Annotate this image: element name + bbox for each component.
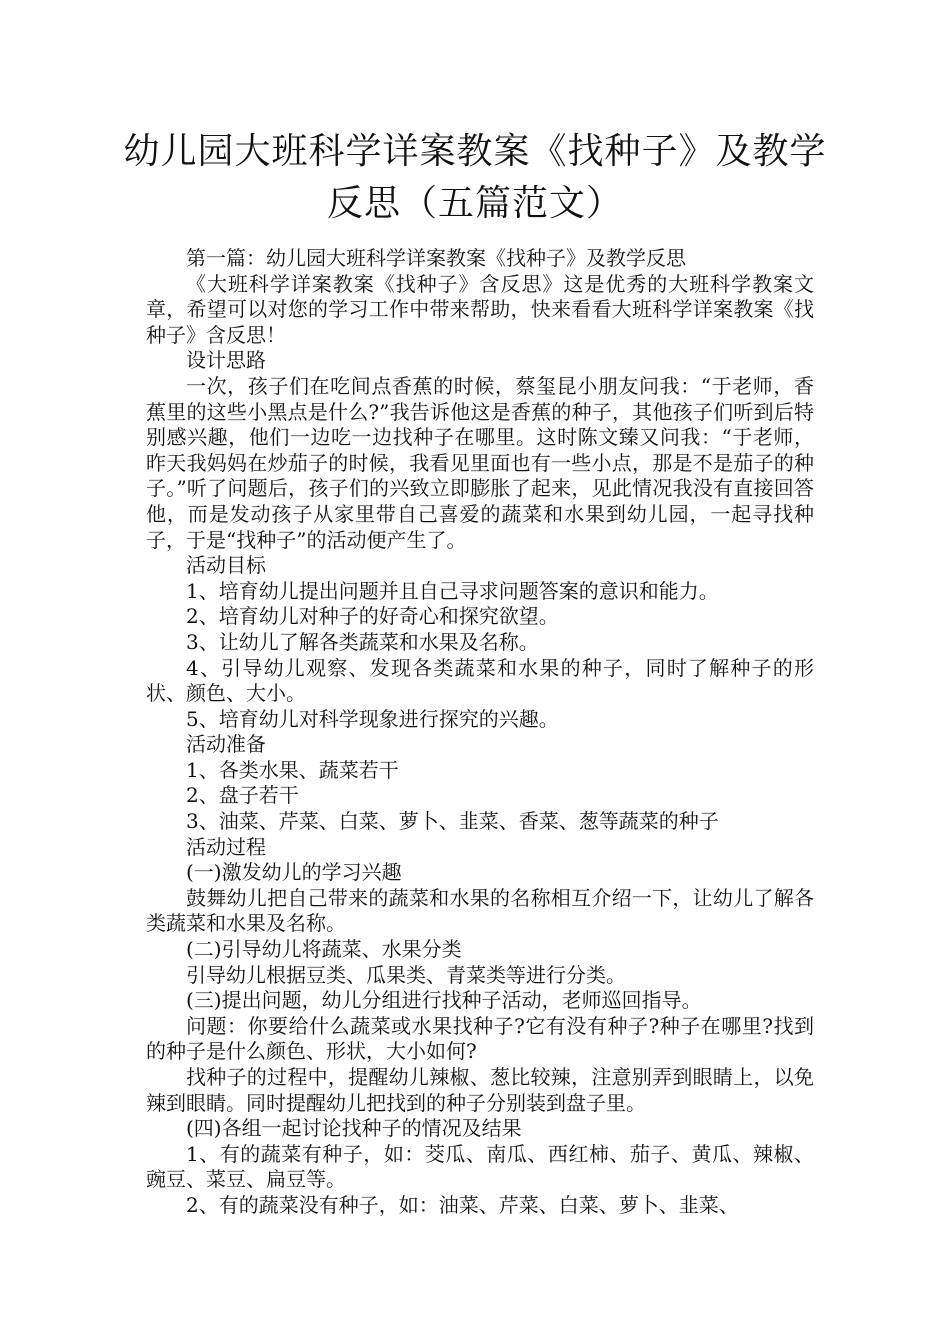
list-item: 2、有的蔬菜没有种子，如：油菜、芹菜、白菜、萝卜、韭菜、 [186, 1192, 739, 1217]
step-heading: (三)提出问题，幼儿分组进行找种子活动，老师巡回指导。 [186, 988, 702, 1013]
step-heading: (一)激发幼儿的学习兴趣 [186, 860, 402, 885]
document-body [146, 246, 814, 1219]
paragraph: 问题：你要给什么蔬菜或水果找种子?它有没有种子?种子在哪里?找到的种子是什么颜色、形状，大小如何? [146, 1013, 814, 1064]
section-heading: 活动准备 [186, 732, 266, 757]
paragraph: 找种子的过程中，提醒幼儿辣椒、葱比较辣，注意别弄到眼睛上，以免辣到眼睛。同时提醒幼儿把找到的种子分别装到盘子里。 [146, 1065, 814, 1115]
paragraph: 引导幼儿根据豆类、瓜果类、青菜类等进行分类。 [186, 962, 626, 987]
list-item: 5、培育幼儿对科学现象进行探究的兴趣。 [186, 706, 559, 731]
section-heading: 设计思路 [186, 348, 266, 373]
list-item: 3、让幼儿了解各类蔬菜和水果及名称。 [186, 629, 539, 654]
document-title: 幼儿园大班科学详案教案《找种子》及教学反思（五篇范文） [123, 131, 827, 224]
list-item: 4、引导幼儿观察、发现各类蔬菜和水果的种子，同时了解种子的形状、颜色、大小。 [146, 655, 814, 706]
paragraph: 一次，孩子们在吃间点香蕉的时候，蔡玺昆小朋友问我：“于老师，香蕉里的这些小黑点是什么?”我告诉他这是香蕉的种子，其他孩子们听到后特别感兴趣，他们一边吃一边找种子在哪里。这时陈文臻又问我：“于老师，昨天我妈妈在炒茄子的时候，我看见里面也有一些小点，那是不是茄子的种子。”听了问题后，孩子们的兴致立即膨胀了起来，见此情况我没有直接回答他，而是发动孩子从家里带自己喜爱的蔬菜和水果到幼儿园，一起寻找种子，于是“找种子”的活动便产生了。 [146, 373, 814, 552]
step-heading: (四)各组一起讨论找种子的情况及结果 [186, 1116, 522, 1141]
list-item: 2、培育幼儿对种子的好奇心和探究欲望。 [186, 604, 559, 629]
section-heading: 活动目标 [186, 553, 266, 578]
paragraph: 《大班科学详案教案《找种子》含反思》这是优秀的大班科学教案文章，希望可以对您的学习工作中带来帮助，快来看看大班科学详案教案《找种子》含反思！ [146, 271, 814, 347]
section-heading: 活动过程 [186, 834, 266, 859]
paragraph: 鼓舞幼儿把自己带来的蔬菜和水果的名称相互介绍一下，让幼儿了解各类蔬菜和水果及名称。 [146, 885, 814, 936]
list-item: 2、盘子若干 [186, 783, 299, 808]
paragraph: 第一篇：幼儿园大班科学详案教案《找种子》及教学反思 [186, 246, 686, 270]
list-item: 1、培育幼儿提出问题并且自己寻求问题答案的意识和能力。 [186, 578, 719, 603]
step-heading: (二)引导幼儿将蔬菜、水果分类 [186, 937, 462, 962]
list-item: 3、油菜、芹菜、白菜、萝卜、韭菜、香菜、葱等蔬菜的种子 [186, 809, 719, 834]
list-item: 1、各类水果、蔬菜若干 [186, 757, 399, 782]
list-item: 1、有的蔬菜有种子，如：茭瓜、南瓜、西红柿、茄子、黄瓜、辣椒、豌豆、菜豆、扁豆等。 [146, 1141, 814, 1192]
